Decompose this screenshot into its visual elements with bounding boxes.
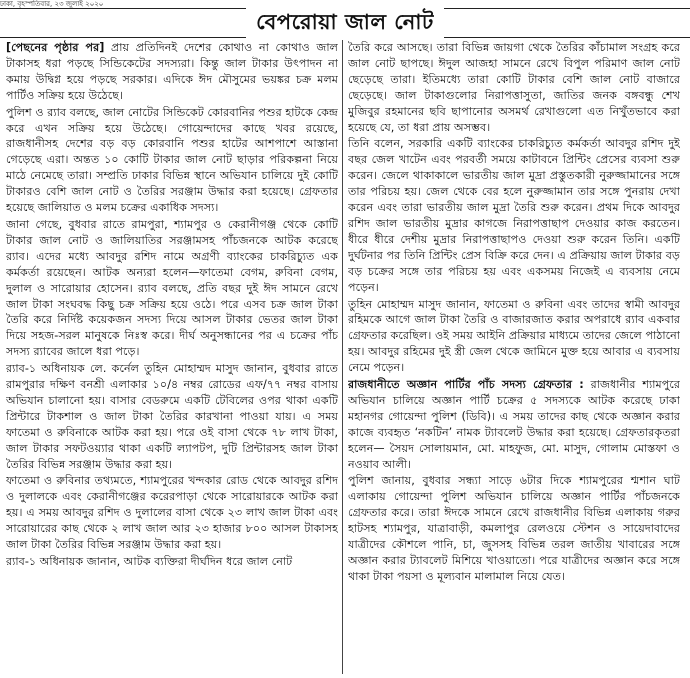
paragraph xyxy=(348,377,680,472)
paragraph: ফাতেমা ও রুবিনার তথ্যমতে, শ্যামপুরের খন্দকার রোড থেকে আবদুর রশিদ ও দুলালকে এবং কেরানীগঞ্জের করেরপাড়া থেকে সারোয়ারকে আটক করা হয়। এ সময় আবদুর রশিদ ও দুলালের বাসা থেকে ২৩ লাখ জাল টাকা এবং সারোয়ারের কাছ থেকে ২ লাখ জাল আর ২৩ হাজার ৮০০ আসল টাকাসহ জাল টাকা তৈরির বিভিন্ন সরঞ্জাম উদ্ধার করা হয়। xyxy=(6,474,338,552)
paragraph: তিনি বলেন, সরকারি একটি ব্যাংকের চাকরিচ্যুত কর্মকর্তা আবদুর রশিদ দুই বছর জেল খাটেন এবং পরবর্তী সময়ে কাটাবনে প্রিন্টিং প্রেসের ব্যবসা শুরু করেন। জেলে থাকাকালে ভারতীয় জাল মুদ্রা প্রস্তুতকারী নুরুজ্জামানের সঙ্গে তার পরিচয় হয়। জেল থেকে বের হলে নুরুজ্জামান তার সঙ্গে পুনরায় দেখা করেন এবং তারা ভারতীয় জাল মুদ্রা তৈরি শুরু করেন। প্রথম দিকে আবদুর রশিদ জাল ভারতীয় মুদ্রার কাগজে নিরাপত্তাছাপ দেওয়ার কাজ করতেন। ধীরে ধীরে দেশীয় মুদ্রার নিরাপত্তাছাপও দেওয়া শুরু করেন তিনি। একটি দুর্ঘটনার পর তিনি প্রিন্টিং প্রেস বিক্রি করে দেন। এ প্রক্রিয়ায় জাল টাকার বড় বড় চক্রের সঙ্গে তার পরিচয় হয় এবং একসময় নিজেই এ ব্যবসায় নেমে পড়েন। xyxy=(348,137,680,294)
paragraph: পুলিশ জানায়, বুধবার সন্ধ্যা সাড়ে ৬টার দিকে শ্যামপুরের শ্মশান ঘাট এলাকায় গোয়েন্দা পুলিশ অভিযান চালিয়ে অজ্ঞান পার্টির পাঁচজনকে গ্রেফতার করে। তারা ঈদকে সামনে রেখে রাজধানীর বিভিন্ন এলাকায় গরুর হাটসহ শ্যামপুর, যাত্রাবাড়ী, কমলাপুর রেলওয়ে স্টেশন ও সায়েদাবাদের যাত্রীদের কৌশলে পানি, চা, জুসসহ বিভিন্ন তরল জাতীয় খাবারের সঙ্গে অজ্ঞান করার ট্যাবলেট মিশিয়ে খাওয়াতো। পরে যাত্রীদের অজ্ঞান করে সঙ্গে থাকা টাকা পয়সা ও মূল্যবান মালামাল নিয়ে যেত। xyxy=(348,474,680,583)
paragraph: পুলিশ ও র‍্যাব বলছে, জাল নোটের সিন্ডিকেট কোরবানির পশুর হাটকে কেন্দ্র করে এখন সক্রিয় হয়ে উঠেছে। গোয়েন্দাদের কাছে খবর রয়েছে, রাজধানীসহ দেশের বড় বড় কোরবানি পশুর হাটের আশপাশে আস্তানা গেড়েছে এরা। অন্তত ১০ কোটি টাকার জাল নোট ছাড়ার পরিকল্পনা নিয়ে মাঠে নেমেছে তারা। সম্প্রতি ঢাকার বিভিন্ন স্থানে অভিযান চালিয়ে দুই কোটি টাকারও বেশি জাল নোট ও তৈরির সরঞ্জাম উদ্ধার করা হয়েছে। গ্রেফতার হয়েছে জালিয়াত ও মলম চক্রের একাধিক সদস্য। xyxy=(6,105,338,215)
article-column-left xyxy=(6,40,338,676)
masthead-dateline: ঢাকা, বৃহস্পতিবার, ২৩ জুলাই ২০২০ xyxy=(0,0,104,8)
paragraph xyxy=(6,40,338,104)
paragraph: তুহিন মোহাম্মদ মাসুদ জানান, ফাতেমা ও রুবিনা এবং তাদের স্বামী আবদুর রহিমকে আগে জাল টাকা তৈরি ও বাজারজাত করার অপরাধে র‍্যাব একবার গ্রেফতার করেছিল। ওই সময় আইনি প্রক্রিয়ার মাধ্যমে তাদের জেলে পাঠানো হয়। আবদুর রহিমের দুই স্ত্রী জেল থেকে জামিনে মুক্ত হয়ে আবার এ ব্যবসায় নেমে পড়েন। xyxy=(348,297,680,375)
section-subhead: রাজধানীতে অজ্ঞান পার্টির পাঁচ সদস্য গ্রেফতার : xyxy=(348,378,584,392)
paragraph: র‍্যাব-১ অধিনায়ক লে. কর্নেল তুহিন মোহাম্মদ মাসুদ জানান, বুধবার রাতে রামপুরার দক্ষিণ বনশ্রী এলাকার ১০/৪ নম্বর রোডের এফ/৭৭ নম্বর বাসায় অভিযান চালানো হয়। বাসার বেডরুমে একটি টেবিলের ওপর থাকা একটি প্রিন্টারে টাকশাল ও জাল টাকা তৈরির কারখানা পাওয়া যায়। এ সময় ফাতেমা ও রুবিনাকে আটক করা হয়। পরে ওই বাসা থেকে ৭৮ লাখ টাকা, জাল টাকার সফটওয়্যার থাকা একটি ল্যাপটপ, দুটি প্রিন্টারসহ জাল টাকা তৈরির বিভিন্ন সরঞ্জাম উদ্ধার করা হয়। xyxy=(6,362,338,471)
article-headline: বেপরোয়া জাল নোট xyxy=(246,6,444,41)
continuation-tag: [পেছনের পৃষ্ঠার পর] xyxy=(6,41,105,54)
paragraph-text: রাজধানীর শ্যামপুরে অভিযান চালিয়ে অজ্ঞান পার্টি চক্রের ৫ সদস্যকে আটক করেছে ঢাকা মহানগর গোয়েন্দা পুলিশ (ডিবি)। এ সময় তাদের কাছ থেকে অজ্ঞান করার কাজে ব্যবহৃত ‘নকটিন’ নামক ট্যাবলেট উদ্ধার করা হয়েছে। গ্রেফতারকৃতরা হলেন— সৈয়দ সোলায়মান, মো. মাহফুজ, মো. মাসুদ, গোলাম মোস্তফা ও নওয়াব আলী। xyxy=(348,378,680,471)
paragraph: র‍্যাব-১ অধিনায়ক জানান, আটক ব্যক্তিরা দীর্ঘদিন ধরে জাল নোট xyxy=(6,555,293,568)
paragraph: তৈরি করে আসছে। তারা বিভিন্ন জায়গা থেকে তৈরির কাঁচামাল সংগ্রহ করে জাল নোট ছাপছে। ঈদুল আজহা সামনে রেখে বিপুল পরিমাণ জাল নোট ছেড়েছে তারা। ইতিমধ্যে তারা কোটি টাকার বেশি জাল নোট বাজারে ছেড়েছে। জাল টাকাগুলোর নিরাপত্তাসুতা, জাতির জনক বঙ্গবন্ধু শেখ মুজিবুর রহমানের ছবি ছাপানোর অসমর্থ রেখাগুলো এত নিখুঁতভাবে করা হয়েছে যে, তা ধরা প্রায় অসম্ভব। xyxy=(348,41,680,134)
paragraph: জানা গেছে, বুধবার রাতে রামপুরা, শ্যামপুর ও কেরানীগঞ্জ থেকে কোটি টাকার জাল নোট ও জালিয়াতির সরঞ্জামসহ পাঁচজনকে আটক করেছে র‍্যাব। এদের মধ্যে আবদুর রশিদ নামে অগ্রণী ব্যাংকের চাকরিচ্যুত এক কর্মকর্তা রয়েছেন। আটক অন্যরা হলেন—ফাতেমা বেগম, রুবিনা বেগম, দুলাল ও সারোয়ার হোসেন। র‍্যাব বলছে, প্রতি বছর দুই ঈদ সামনে রেখে জাল টাকা সংঘবদ্ধ কিছু চক্র সক্রিয় হয়ে ওঠে। পরে এসব চক্র জাল টাকা তৈরি করে নির্দিষ্ট কয়েকজন সদস্য দিয়ে আসল টাকার ভেতর জাল টাকা দিয়ে সহজ-সরল মানুষকে নিঃস্ব করে। দীর্ঘ অনুসন্ধানের পর এ চক্রের পাঁচ সদস্য র‍্যাবের জালে ধরা পড়ে। xyxy=(6,217,338,359)
paragraph-text: প্রায় প্রতিদিনই দেশের কোথাও না কোথাও জাল টাকাসহ ধরা পড়ছে সিন্ডিকেটের সদস্যরা। কিন্তু জাল টাকার উৎপাদন না কমায় উদ্বিগ্ন হয়ে পড়ছে সরকার। এদিকে ঈদ মৌসুমের ভয়ঙ্কর চক্র মলম পার্টিও সক্রিয় হয়ে উঠেছে। xyxy=(6,41,338,102)
headline-bar xyxy=(0,8,690,38)
column-divider xyxy=(342,40,343,674)
article-column-right xyxy=(348,40,680,676)
